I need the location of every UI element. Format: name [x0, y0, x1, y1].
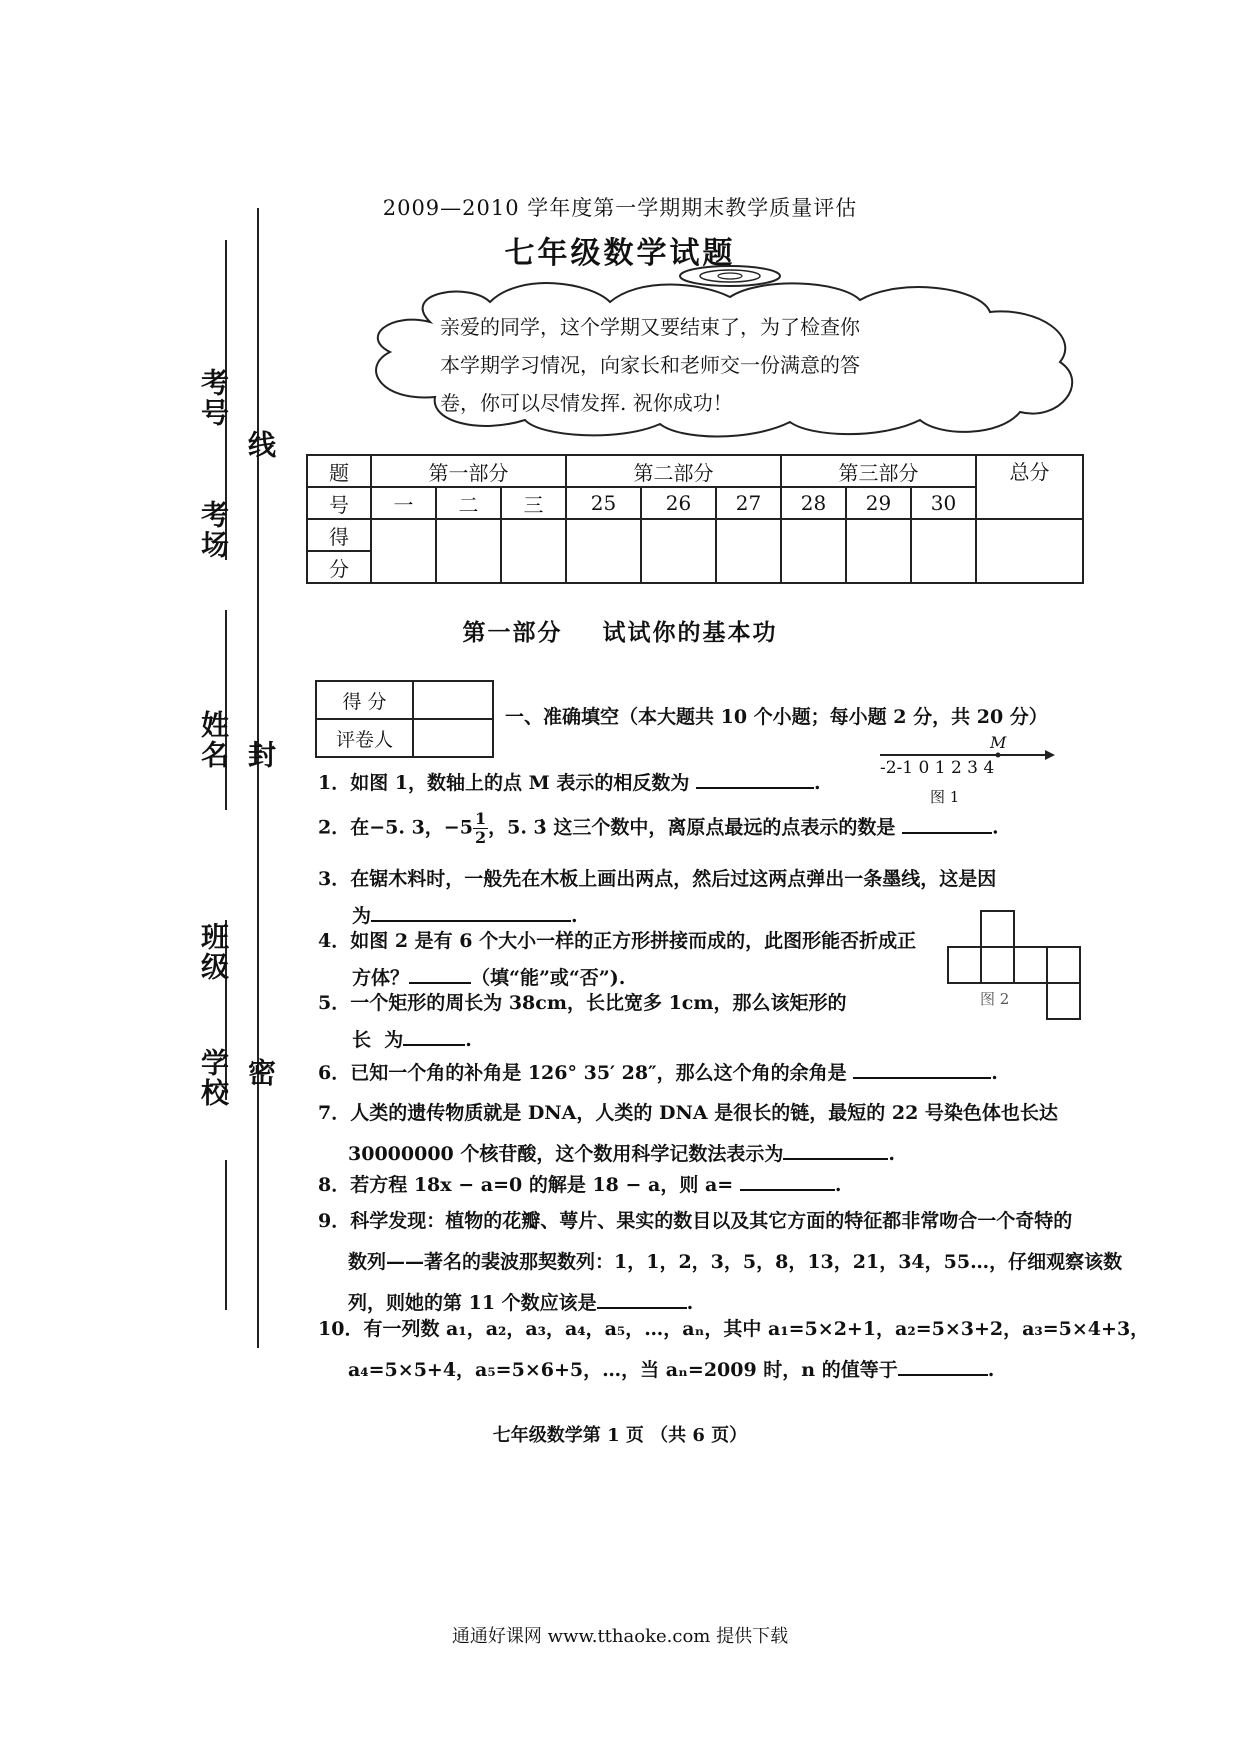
col-header: 26: [641, 487, 716, 519]
mini-score-cell[interactable]: [413, 681, 493, 719]
q3-text-a: 3．在锯木料时，一般先在木板上画出两点，然后过这两点弹出一条墨线，这是因: [318, 868, 997, 890]
q4-answer-blank[interactable]: [409, 964, 471, 984]
cloud-line: 卷，你可以尽情发挥. 祝你成功！: [440, 391, 733, 415]
row-label-cell: 分: [307, 551, 371, 583]
row-label-cell: 题: [307, 455, 371, 487]
q5-text-b: 长 为: [352, 1029, 404, 1051]
q2-answer-blank[interactable]: [902, 814, 992, 834]
class-label: 班级: [197, 922, 230, 982]
download-watermark: 通通好课网 www.tthaoke.com 提供下载: [451, 1626, 789, 1647]
q4-text-a: 4．如图 2 是有 6 个大小一样的正方形拼接而成的，此图形能否折成正: [318, 930, 917, 952]
q3-answer-blank[interactable]: [371, 902, 571, 922]
q10-text-b: a₄=5×5+4，a₅=5×6+5，…，当 aₙ=2009 时，n 的值等于: [348, 1359, 898, 1381]
class-blank-line: [225, 1160, 227, 1310]
q3-text-b: 为: [352, 905, 372, 927]
part1-header: 第一部分: [371, 455, 566, 487]
col-header: 一: [371, 487, 436, 519]
score-cell[interactable]: [566, 519, 641, 583]
q9-text-a: 9．科学发现：植物的花瓣、萼片、果实的数目以及其它方面的特征都非常吻合一个奇特的: [318, 1210, 1073, 1232]
row-label-cell: 得: [307, 519, 371, 551]
exam-no-label: 考号: [197, 368, 230, 428]
question-10: 10．有一列数 a₁，a₂，a₃，a₄，a₅，…，aₙ，其中 a₁=5×2+1，a₂=5×3+2，a₃=5×4+3， a₄=5×5+4，a₅=5×6+5，…，当 aₙ=2009 时，n 的值等于 .: [318, 1314, 1118, 1382]
q4-text-b2: （填“能”或“否”).: [471, 967, 626, 989]
col-header: 三: [501, 487, 566, 519]
q10-answer-blank[interactable]: [898, 1356, 988, 1376]
col-header: 30: [911, 487, 976, 519]
q7-answer-blank[interactable]: [783, 1140, 888, 1160]
question-9: 9．科学发现：植物的花瓣、萼片、果实的数目以及其它方面的特征都非常吻合一个奇特的 数列——著名的裴波那契数列：1，1，2，3，5，8，13，21，34，55…，仔细观察该数 列，则她的第 11 个数应该是 .: [318, 1206, 1118, 1315]
part3-header: 第三部分: [781, 455, 976, 487]
col-header: 25: [566, 487, 641, 519]
figure1-point-label: M: [990, 733, 1007, 752]
figure1-caption: 图 1: [930, 788, 960, 806]
q5-text-a: 5．一个矩形的周长为 38cm，长比宽多 1cm，那么该矩形的: [318, 992, 847, 1014]
cloud-line: 亲爱的同学，这个学期又要结束了，为了检查你: [440, 315, 860, 339]
school-label: 学校: [197, 1048, 230, 1108]
part-one-heading: 一、准确填空（本大题共 10 个小题；每小题 2 分，共 20 分）: [505, 706, 1048, 728]
q6-text: 6．已知一个角的补角是 126° 35′ 28″，那么这个角的余角是: [318, 1062, 847, 1084]
total-score-cell[interactable]: [976, 519, 1083, 583]
mini-score-table: [315, 680, 494, 758]
figure1-tick-labels: -2-1 0 1 2 3 4: [880, 758, 995, 778]
q7-text-b: 30000000 个核苷酸，这个数用科学记数法表示为: [348, 1143, 784, 1165]
section-title: 第一部分 试试你的基本功: [462, 619, 778, 646]
q2-fraction: $\frac{1}{2}$: [474, 809, 487, 847]
page-footer: 七年级数学第 1 页 （共 6 页）: [492, 1425, 748, 1446]
score-cell[interactable]: [716, 519, 781, 583]
mini-grader-label: 评卷人: [316, 719, 413, 757]
line-mark: 线: [244, 430, 277, 460]
exam-title: 七年级数学试题: [504, 236, 736, 271]
question-5: 5．一个矩形的周长为 38cm，长比宽多 1cm，那么该矩形的 长 为 .: [318, 988, 1118, 1052]
score-table: [306, 454, 1084, 584]
q9-text-c: 列，则她的第 11 个数应该是: [348, 1292, 597, 1314]
q5-answer-blank[interactable]: [403, 1026, 465, 1046]
secret-mark: 密: [244, 1058, 277, 1088]
q8-answer-blank[interactable]: [740, 1171, 835, 1191]
q7-text-a: 7．人类的遗传物质就是 DNA，人类的 DNA 是很长的链，最短的 22 号染色体也长达: [318, 1102, 1058, 1124]
q2-text-b: ，5. 3̇ 这三个数中，离原点最远的点表示的数是: [488, 816, 896, 839]
question-6: 6．已知一个角的补角是 126° 35′ 28″，那么这个角的余角是 .: [318, 1058, 1118, 1085]
q8-text: 8．若方程 18x − a=0 的解是 18 − a，则 a=: [318, 1174, 734, 1196]
cloud-message: [440, 308, 960, 422]
q2-text-a: 2．在−5. 3，−5: [318, 816, 473, 839]
exam-room-label: 考场: [197, 500, 230, 560]
question-7: 7．人类的遗传物质就是 DNA，人类的 DNA 是很长的链，最短的 22 号染色体也长达 30000000 个核苷酸，这个数用科学记数法表示为 .: [318, 1098, 1118, 1166]
score-cell[interactable]: [371, 519, 436, 583]
question-8: 8．若方程 18x − a=0 的解是 18 − a，则 a= .: [318, 1170, 1118, 1197]
score-cell[interactable]: [781, 519, 846, 583]
question-4: [318, 926, 1118, 990]
binding-vertical-line: [257, 208, 259, 1348]
question-2: 2．在−5. 3，−5 $\frac{1}{2}$ ，5. 3̇ 这三个数中，离原点最远的点表示的数是 .: [318, 809, 999, 847]
part2-header: 第二部分: [566, 455, 781, 487]
figure2-caption: 图 2: [980, 990, 1010, 1008]
col-header: 27: [716, 487, 781, 519]
exam-subtitle: 2009—2010 学年度第一学期期末教学质量评估: [382, 196, 858, 220]
q9-answer-blank[interactable]: [597, 1289, 687, 1309]
q9-text-b: 数列——著名的裴波那契数列：1，1，2，3，5，8，13，21，34，55…，仔细观察该数: [348, 1251, 1123, 1273]
col-header: 28: [781, 487, 846, 519]
score-cell[interactable]: [846, 519, 911, 583]
mini-grader-cell[interactable]: [413, 719, 493, 757]
col-header: 二: [436, 487, 501, 519]
col-header: 29: [846, 487, 911, 519]
score-cell[interactable]: [501, 519, 566, 583]
q1-text: 1．如图 1，数轴上的点 M 表示的相反数为: [318, 772, 690, 794]
score-cell[interactable]: [436, 519, 501, 583]
mini-score-label: 得 分: [316, 681, 413, 719]
row-label-cell: 号: [307, 487, 371, 519]
total-header: 总分: [976, 455, 1083, 519]
score-cell[interactable]: [911, 519, 976, 583]
question-3: 3．在锯木料时，一般先在木板上画出两点，然后过这两点弹出一条墨线，这是因 为 .: [318, 864, 1118, 928]
score-cell[interactable]: [641, 519, 716, 583]
q10-text-a: 10．有一列数 a₁，a₂，a₃，a₄，a₅，…，aₙ，其中 a₁=5×2+1，a₂=5×3+2，a₃=5×4+3，: [318, 1318, 1150, 1340]
question-1: 1．如图 1，数轴上的点 M 表示的相反数为 .: [318, 768, 1118, 795]
name-label: 姓名: [197, 710, 230, 770]
q6-answer-blank[interactable]: [853, 1059, 991, 1079]
seal-mark: 封: [244, 740, 277, 770]
q4-text-b1: 方体？: [352, 967, 410, 989]
cloud-line: 本学期学习情况，向家长和老师交一份满意的答: [440, 353, 860, 377]
q1-answer-blank[interactable]: [696, 769, 814, 789]
